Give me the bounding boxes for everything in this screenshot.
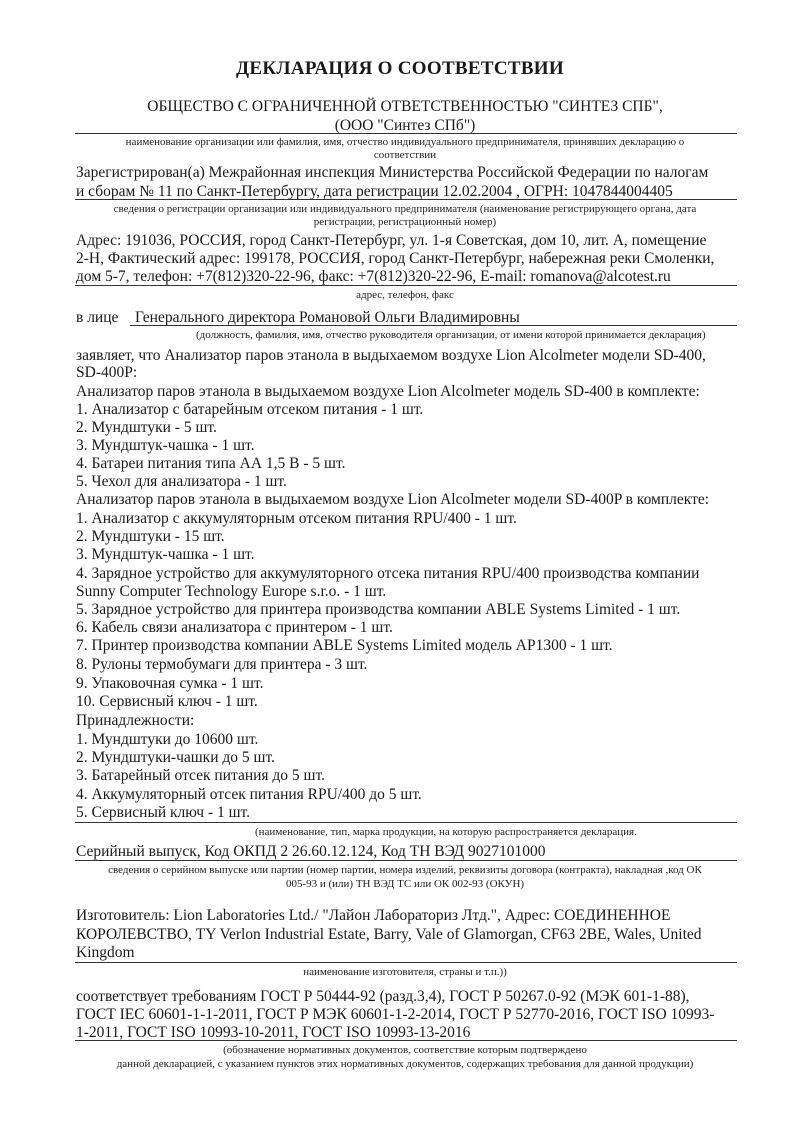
body-line: 6. Кабель связи анализатора с принтером - 1 шт.: [76, 619, 393, 636]
body-line: 1. Мундштуки до 10600 шт.: [76, 731, 259, 748]
body-line: 4. Аккумуляторный отсек питания RPU/400 до 5 шт.: [76, 786, 422, 803]
serial-note-line1: сведения о серийном выпуске или партии (номер партии, номера изделий, реквизиты договора (контракта), накладная ,код ОК: [108, 864, 702, 876]
body-line: 7. Принтер производства компании ABLE Systems Limited модель AP1300 - 1 шт.: [76, 637, 613, 654]
person-name: Генерального директора Романовой Ольги Владимировны: [135, 309, 520, 326]
registration-note-line2: регистрации, регистрационный номер): [313, 216, 497, 228]
registration-line2: и сборам № 11 по Санкт-Петербургу, дата регистрации 12.02.2004 , ОГРН: 1047844004405: [76, 183, 673, 200]
standards-line1: соответствует требованиям ГОСТ Р 50444-92 (разд.3,4), ГОСТ Р 50267.0-92 (МЭК 601-1-88),: [76, 988, 690, 1005]
body-line: 5. Сервисный ключ - 1 шт.: [76, 804, 251, 821]
body-line: 8. Рулоны термобумаги для принтера - 3 шт.: [76, 656, 368, 673]
body-line: Принадлежности:: [76, 712, 195, 729]
body-line: 5. Зарядное устройство для принтера производства компании ABLE Systems Limited - 1 шт.: [76, 601, 681, 618]
org-note-line1: наименование организации или фамилия, имя, отчество индивидуального предпринимателя, принявших декларацию о: [125, 136, 685, 148]
org-note-line2: соответствии: [373, 149, 437, 161]
address-line1: Адрес: 191036, РОССИЯ, город Санкт-Петербург, ул. 1-я Советская, дом 10, лит. А, помещение: [76, 232, 707, 249]
product-note: (наименование, тип, марка продукции, на которую распространяется декларация.: [255, 826, 637, 838]
body-line: SD-400P:: [76, 364, 138, 381]
manufacturer-underline: [75, 962, 737, 963]
person-prefix: в лице: [76, 309, 119, 326]
body-line: 4. Зарядное устройство для аккумуляторного отсека питания RPU/400 производства компании: [76, 565, 700, 582]
address-line2: 2-Н, Фактический адрес: 199178, РОССИЯ, город Санкт-Петербург, набережная реки Смоленки,: [76, 250, 715, 267]
body-line: 2. Мундштуки-чашки до 5 шт.: [76, 749, 275, 766]
registration-note-line1: сведения о регистрации организации или индивидуального предпринимателя (наименование регистрирующего органа, дата: [113, 203, 697, 215]
person-underline: [130, 325, 737, 326]
body-line: 3. Мундштук-чашка - 1 шт.: [76, 546, 255, 563]
org-underline: [75, 133, 737, 134]
standards-line2: ГОСТ IEC 60601-1-1-2011, ГОСТ Р МЭК 60601-1-2-2014, ГОСТ Р 52770-2016, ГОСТ ISO 10993-: [76, 1006, 715, 1023]
body-line: 4. Батареи питания типа АА 1,5 В - 5 шт.: [76, 455, 346, 472]
standards-line3: 1-2011, ГОСТ ISO 10993-10-2011, ГОСТ ISO 10993-13-2016: [76, 1024, 471, 1041]
person-note: (должность, фамилия, имя, отчество руководителя организации, от имени которой принимается декларация): [196, 329, 706, 341]
address-note: адрес, телефон, факс: [356, 289, 454, 301]
product-underline: [75, 822, 737, 823]
body-line: 1. Анализатор с батарейным отсеком питания - 1 шт.: [76, 401, 424, 418]
address-underline: [75, 285, 737, 286]
body-line: 1. Анализатор с аккумуляторным отсеком питания RPU/400 - 1 шт.: [76, 510, 517, 527]
document-title: ДЕКЛАРАЦИЯ О СООТВЕТСТВИИ: [236, 58, 564, 79]
manufacturer-line3: Kingdom: [76, 944, 135, 961]
standards-underline: [75, 1040, 737, 1041]
body-line: заявляет, что Анализатор паров этанола в выдыхаемом воздухе Lion Alcolmeter модели SD-400,: [76, 347, 706, 364]
standards-note-line2: данной декларацией, с указанием пунктов этих нормативных документов, содержащих требования для данной продукции): [116, 1058, 694, 1070]
registration-underline: [75, 199, 737, 200]
address-line3: дом 5-7, телефон: +7(812)320-22-96, факс: +7(812)320-22-96, E-mail: romanova@alcotest.ru: [76, 268, 671, 285]
body-line: 10. Сервисный ключ - 1 шт.: [76, 693, 258, 710]
serial-underline: [75, 860, 737, 861]
body-line: 2. Мундштуки - 5 шт.: [76, 419, 217, 436]
manufacturer-line2: КОРОЛЕВСТВО, TY Verlon Industrial Estate, Barry, Vale of Glamorgan, CF63 2BE, Wales, United: [76, 926, 702, 943]
body-line: 2. Мундштуки - 15 шт.: [76, 528, 225, 545]
registration-line1: Зарегистрирован(а) Межрайонная инспекция Министерства Российской Федерации по налогам: [76, 164, 709, 181]
manufacturer-note: наименование изготовителя, страны и т.п.)): [303, 966, 507, 978]
body-line: Sunny Computer Technology Europe s.r.o. - 1 шт.: [76, 583, 387, 600]
manufacturer-line1: Изготовитель: Lion Laboratories Ltd./ "Лайон Лабораториз Лтд.", Адрес: СОЕДИНЕННОЕ: [76, 907, 671, 924]
serial-text: Серийный выпуск, Код ОКПД 2 26.60.12.124, Код ТН ВЭД 9027101000: [76, 843, 546, 860]
body-line: 5. Чехол для анализатора - 1 шт.: [76, 473, 287, 490]
body-line: Анализатор паров этанола в выдыхаемом воздухе Lion Alcolmeter модель SD-400 в комплекте:: [76, 383, 700, 400]
serial-note-line2: 005-93 и (или) ТН ВЭД ТС или ОК 002-93 (ОКУН): [285, 878, 525, 890]
org-name-line2: (ООО "Синтез СПб"): [334, 117, 476, 134]
body-line: 3. Батарейный отсек питания до 5 шт.: [76, 767, 325, 784]
org-name-line1: ОБЩЕСТВО С ОГРАНИЧЕННОЙ ОТВЕТСТВЕННОСТЬЮ "СИНТЕЗ СПБ",: [147, 98, 663, 115]
body-line: Анализатор паров этанола в выдыхаемом воздухе Lion Alcolmeter модели SD-400P в комплекте:: [76, 491, 710, 508]
standards-note-line1: (обозначение нормативных документов, соответствие которым подтверждено: [223, 1044, 587, 1056]
body-line: 9. Упаковочная сумка - 1 шт.: [76, 675, 264, 692]
body-line: 3. Мундштук-чашка - 1 шт.: [76, 437, 255, 454]
